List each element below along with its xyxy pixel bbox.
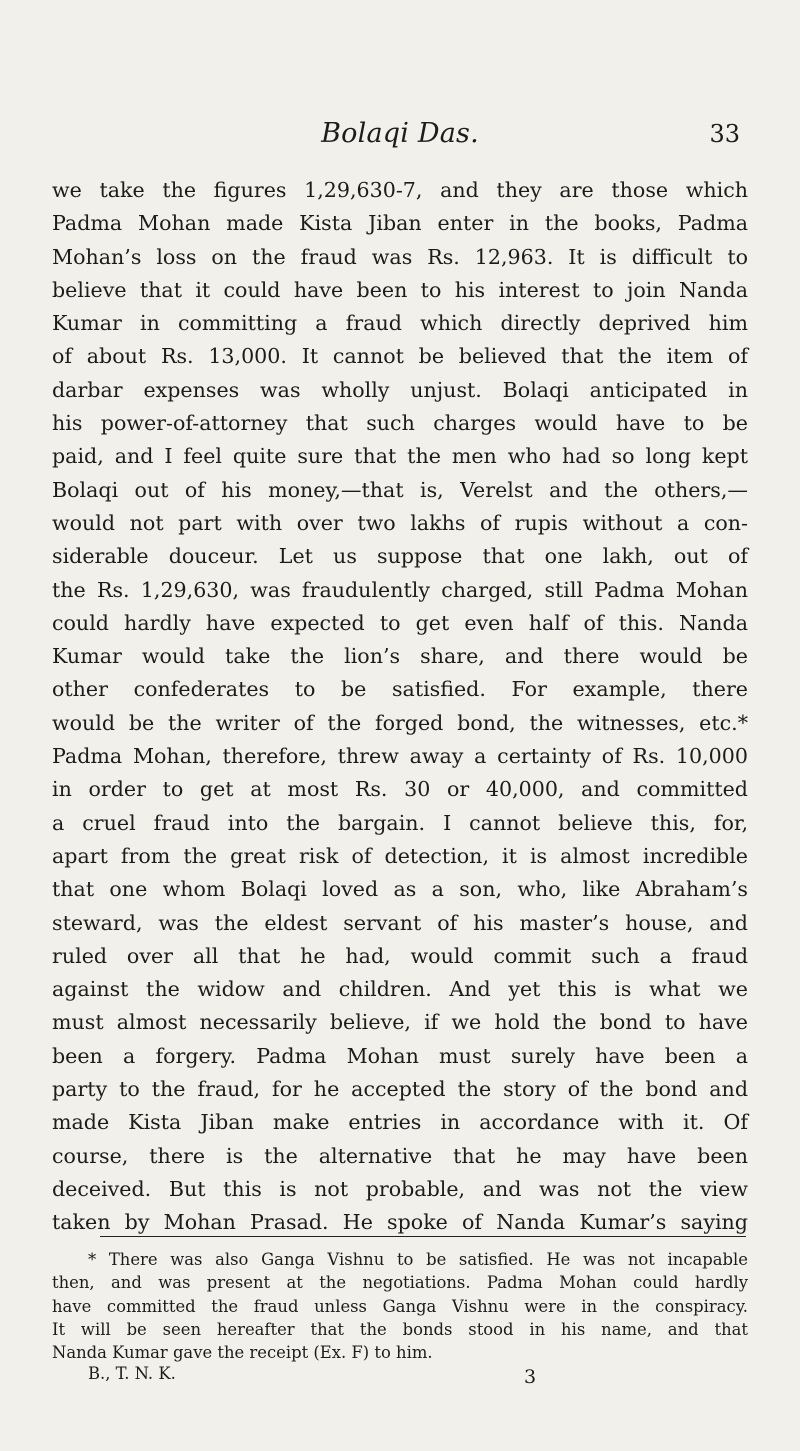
footnote-line: have committed the fraud unless Ganga Vishnu were in the conspiracy. (52, 1296, 748, 1316)
text-line: must almost necessarily believe, if we hold the bond to have (52, 1010, 748, 1035)
text-line: his power-of-attorney that such charges would have to be (52, 411, 748, 436)
text-line: Bolaqi out of his money,—that is, Verelst and the others,— (52, 477, 748, 502)
text-line: Kumar in committing a fraud which directly deprived him (52, 311, 748, 336)
text-line: we take the figures 1,29,630-7, and they are those which (52, 178, 748, 202)
text-line: party to the fraud, for he accepted the story of the bond and (52, 1077, 748, 1102)
page-header (52, 118, 748, 158)
text-line: made Kista Jiban make entries in accordance with it. Of (52, 1110, 748, 1135)
body-text (52, 174, 748, 1240)
text-line: taken by Mohan Prasad. He spoke of Nanda Kumar’s saying (52, 1210, 748, 1235)
footnote-divider (100, 1236, 746, 1237)
printer-signature-mark: B., T. N. K. (88, 1364, 176, 1383)
text-line: course, there is the alternative that he may have been (52, 1143, 748, 1168)
text-line: against the widow and children. And yet this is what we (52, 977, 748, 1002)
text-line: darbar expenses was wholly unjust. Bolaqi anticipated in (52, 377, 748, 402)
footnote-line: * There was also Ganga Vishnu to be satisfied. He was not incapable (88, 1250, 748, 1269)
text-line: Padma Mohan, therefore, threw away a certainty of Rs. 10,000 (52, 744, 748, 769)
footnote-line: then, and was present at the negotiations. Padma Mohan could hardly (52, 1273, 748, 1293)
text-line: the Rs. 1,29,630, was fraudulently charged, still Padma Mohan (52, 577, 748, 602)
text-line: could hardly have expected to get even half of this. Nanda (52, 610, 748, 635)
text-line: that one whom Bolaqi loved as a son, who, like Abraham’s (52, 877, 748, 902)
footnote-line: It will be seen hereafter that the bonds stood in his name, and that (52, 1319, 748, 1339)
text-line: paid, and I feel quite sure that the men who had so long kept (52, 444, 748, 469)
footnote-line: Nanda Kumar gave the receipt (Ex. F) to him. (52, 1343, 433, 1363)
text-line: siderable douceur. Let us suppose that one lakh, out of (52, 544, 748, 569)
text-line: of about Rs. 13,000. It cannot be believed that the item of (52, 344, 748, 369)
sheet-number: 3 (524, 1366, 537, 1388)
text-line: Kumar would take the lion’s share, and there would be (52, 644, 748, 669)
text-line: a cruel fraud into the bargain. I cannot believe this, for, (52, 810, 748, 835)
footnote (52, 1248, 748, 1364)
text-line: apart from the great risk of detection, it is almost incredible (52, 843, 748, 868)
text-line: steward, was the eldest servant of his master’s house, and (52, 910, 748, 935)
text-line: in order to get at most Rs. 30 or 40,000, and committed (52, 777, 748, 802)
text-line: Mohan’s loss on the fraud was Rs. 12,963. It is difficult to (52, 244, 748, 269)
text-line: other confederates to be satisfied. For example, there (52, 677, 748, 702)
page-footer (52, 1364, 748, 1392)
text-line: deceived. But this is not probable, and was not the view (52, 1176, 748, 1201)
text-line: believe that it could have been to his interest to join Nanda (52, 277, 748, 302)
text-line: would not part with over two lakhs of rupis without a con- (52, 510, 748, 535)
text-line: Padma Mohan made Kista Jiban enter in the books, Padma (52, 211, 748, 236)
page-number: 33 (709, 120, 740, 148)
text-line: would be the writer of the forged bond, the witnesses, etc.* (52, 710, 748, 735)
text-line: ruled over all that he had, would commit such a fraud (52, 943, 748, 968)
running-head: Bolaqi Das. (321, 118, 479, 149)
text-line: been a forgery. Padma Mohan must surely have been a (52, 1043, 748, 1068)
